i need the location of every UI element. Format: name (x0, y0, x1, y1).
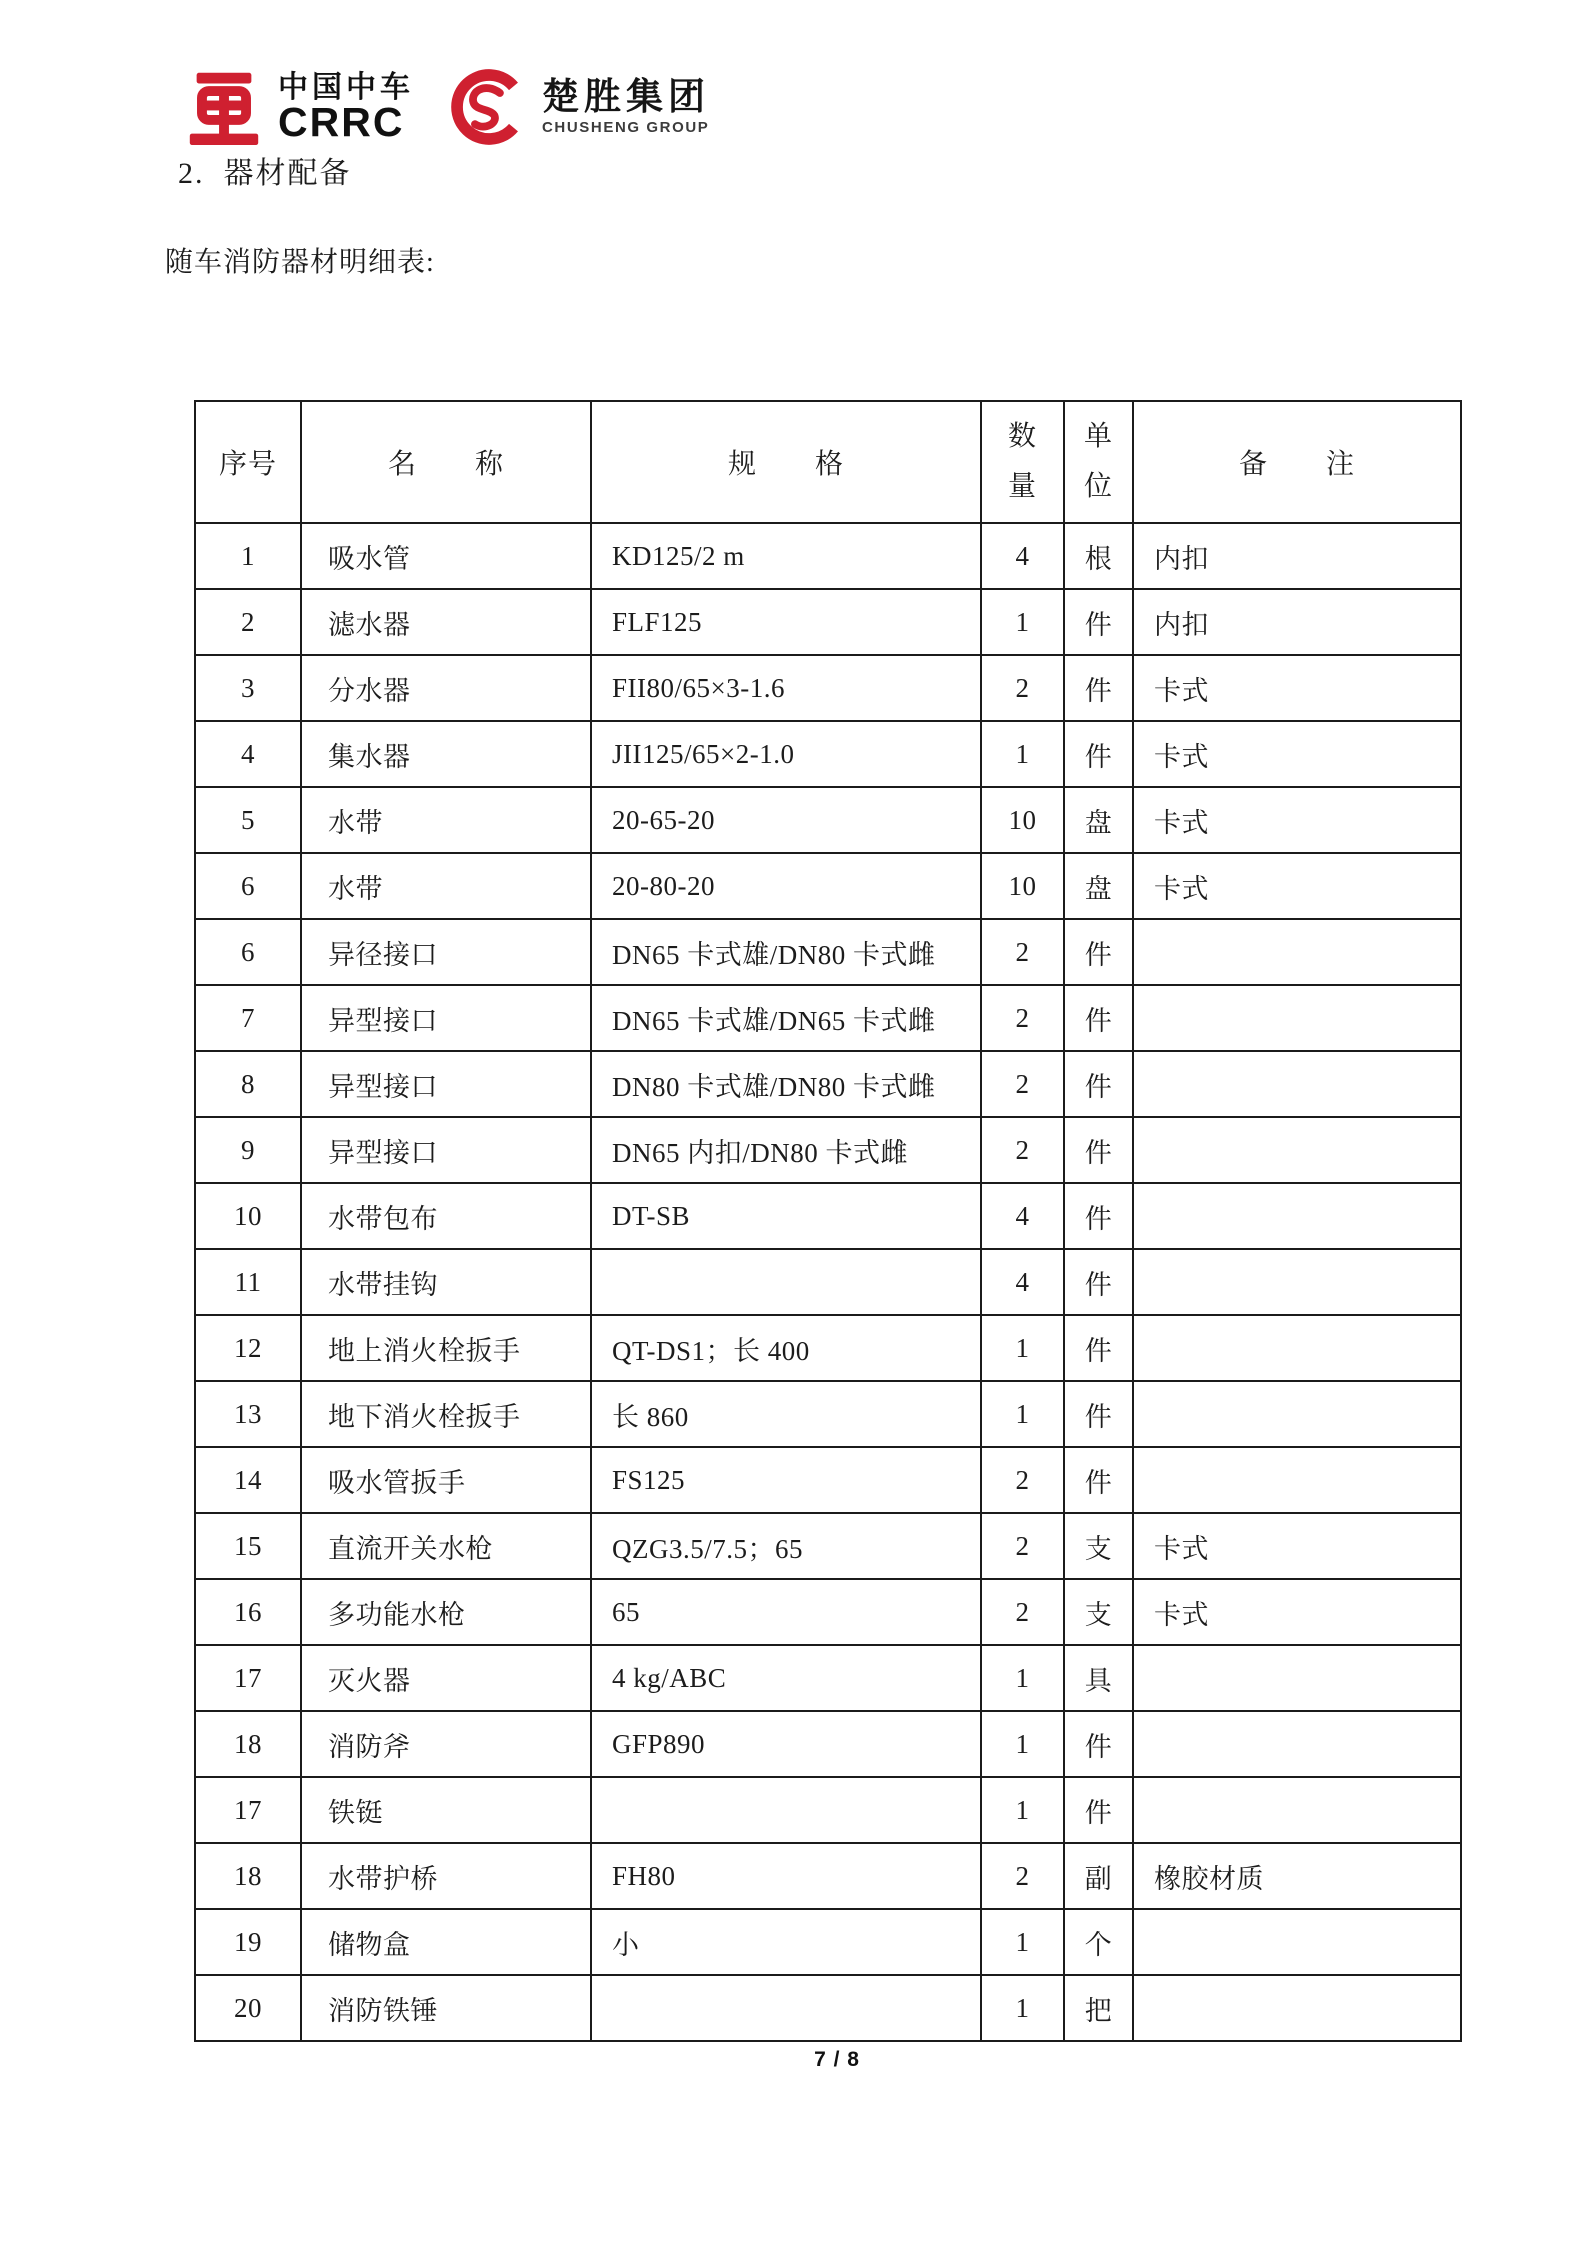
cell-qty: 2 (981, 985, 1064, 1051)
header-spec: 规 格 (591, 401, 981, 523)
cell-name: 吸水管扳手 (301, 1447, 591, 1513)
cell-spec: FII80/65×3-1.6 (591, 655, 981, 721)
cell-spec: FLF125 (591, 589, 981, 655)
cell-spec: 65 (591, 1579, 981, 1645)
cell-qty: 4 (981, 1249, 1064, 1315)
cell-qty: 2 (981, 1117, 1064, 1183)
cell-unit: 副 (1064, 1843, 1133, 1909)
cell-note (1133, 1051, 1461, 1117)
cell-unit: 件 (1064, 1183, 1133, 1249)
table-row (195, 1513, 1461, 1579)
cell-note (1133, 985, 1461, 1051)
cell-seq: 18 (195, 1711, 301, 1777)
cell-spec: KD125/2 m (591, 523, 981, 589)
cell-seq: 11 (195, 1249, 301, 1315)
cell-note: 卡式 (1133, 721, 1461, 787)
cell-name: 消防斧 (301, 1711, 591, 1777)
cell-note (1133, 1183, 1461, 1249)
table-caption: 随车消防器材明细表: (165, 247, 435, 278)
cell-spec: FH80 (591, 1843, 981, 1909)
cell-unit: 支 (1064, 1579, 1133, 1645)
cell-qty: 10 (981, 853, 1064, 919)
cell-spec: QZG3.5/7.5；65 (591, 1513, 981, 1579)
crrc-logo (186, 69, 414, 145)
cell-name: 水带 (301, 787, 591, 853)
chusheng-emblem-icon (450, 68, 528, 146)
cell-unit: 件 (1064, 1447, 1133, 1513)
cell-name: 地上消火栓扳手 (301, 1315, 591, 1381)
table-row (195, 1975, 1461, 2041)
cell-note (1133, 1447, 1461, 1513)
cell-qty: 1 (981, 1909, 1064, 1975)
cell-note (1133, 1117, 1461, 1183)
cell-note (1133, 1777, 1461, 1843)
cell-name: 多功能水枪 (301, 1579, 591, 1645)
header-qty (981, 401, 1064, 523)
table-row (195, 1315, 1461, 1381)
table-row (195, 1117, 1461, 1183)
cell-seq: 7 (195, 985, 301, 1051)
cell-note (1133, 1249, 1461, 1315)
cell-seq: 3 (195, 655, 301, 721)
table-row (195, 1051, 1461, 1117)
cell-qty: 2 (981, 1051, 1064, 1117)
cell-seq: 12 (195, 1315, 301, 1381)
cell-qty: 4 (981, 523, 1064, 589)
cell-qty: 10 (981, 787, 1064, 853)
cell-unit: 件 (1064, 1315, 1133, 1381)
cell-name: 水带包布 (301, 1183, 591, 1249)
cell-note: 卡式 (1133, 655, 1461, 721)
table-row (195, 787, 1461, 853)
cell-spec: 20-65-20 (591, 787, 981, 853)
cell-seq: 8 (195, 1051, 301, 1117)
cell-spec: 4 kg/ABC (591, 1645, 981, 1711)
cell-name: 直流开关水枪 (301, 1513, 591, 1579)
table-body (195, 523, 1461, 2041)
crrc-logo-text (278, 70, 414, 146)
table-row (195, 1711, 1461, 1777)
crrc-emblem-icon (186, 69, 262, 145)
cell-qty: 2 (981, 1579, 1064, 1645)
cell-spec: DT-SB (591, 1183, 981, 1249)
cell-seq: 19 (195, 1909, 301, 1975)
cell-note (1133, 919, 1461, 985)
cell-name: 水带挂钩 (301, 1249, 591, 1315)
cell-unit: 件 (1064, 721, 1133, 787)
chusheng-name-en: CHUSHENG GROUP (542, 119, 710, 137)
cell-unit: 盘 (1064, 853, 1133, 919)
cell-qty: 1 (981, 1711, 1064, 1777)
cell-seq: 13 (195, 1381, 301, 1447)
cell-qty: 1 (981, 589, 1064, 655)
cell-name: 异径接口 (301, 919, 591, 985)
cell-note: 卡式 (1133, 787, 1461, 853)
cell-spec: 20-80-20 (591, 853, 981, 919)
table-row (195, 1777, 1461, 1843)
cell-seq: 4 (195, 721, 301, 787)
header-name: 名 称 (301, 401, 591, 523)
table-row (195, 1909, 1461, 1975)
cell-spec: DN65 卡式雄/DN80 卡式雌 (591, 919, 981, 985)
cell-note: 橡胶材质 (1133, 1843, 1461, 1909)
cell-spec (591, 1249, 981, 1315)
cell-spec: 长 860 (591, 1381, 981, 1447)
cell-name: 地下消火栓扳手 (301, 1381, 591, 1447)
cell-unit: 盘 (1064, 787, 1133, 853)
page-number: 7 / 8 (814, 2048, 860, 2071)
cell-seq: 9 (195, 1117, 301, 1183)
cell-qty: 2 (981, 1843, 1064, 1909)
table-row (195, 919, 1461, 985)
chusheng-logo-text (542, 75, 710, 137)
cell-unit: 件 (1064, 1711, 1133, 1777)
cell-seq: 16 (195, 1579, 301, 1645)
table-row (195, 1381, 1461, 1447)
header-seq: 序号 (195, 401, 301, 523)
cell-name: 集水器 (301, 721, 591, 787)
cell-qty: 2 (981, 919, 1064, 985)
chusheng-logo (450, 68, 710, 146)
cell-seq: 6 (195, 919, 301, 985)
cell-name: 消防铁锤 (301, 1975, 591, 2041)
cell-name: 水带护桥 (301, 1843, 591, 1909)
cell-spec: DN80 卡式雄/DN80 卡式雌 (591, 1051, 981, 1117)
cell-seq: 17 (195, 1645, 301, 1711)
cell-qty: 2 (981, 1447, 1064, 1513)
cell-spec (591, 1975, 981, 2041)
table-row (195, 523, 1461, 589)
cell-name: 储物盒 (301, 1909, 591, 1975)
table-header-row (195, 401, 1461, 523)
cell-qty: 1 (981, 1777, 1064, 1843)
cell-unit: 根 (1064, 523, 1133, 589)
cell-unit: 件 (1064, 919, 1133, 985)
cell-qty: 1 (981, 721, 1064, 787)
table-row (195, 1645, 1461, 1711)
cell-unit: 具 (1064, 1645, 1133, 1711)
table-row (195, 655, 1461, 721)
cell-seq: 5 (195, 787, 301, 853)
cell-qty: 1 (981, 1381, 1064, 1447)
table-row (195, 1447, 1461, 1513)
cell-name: 水带 (301, 853, 591, 919)
cell-name: 异型接口 (301, 985, 591, 1051)
cell-seq: 17 (195, 1777, 301, 1843)
table-row (195, 853, 1461, 919)
table-row (195, 1579, 1461, 1645)
crrc-name-en: CRRC (278, 99, 405, 146)
cell-seq: 15 (195, 1513, 301, 1579)
cell-unit: 件 (1064, 1777, 1133, 1843)
cell-qty: 2 (981, 1513, 1064, 1579)
header-note: 备 注 (1133, 401, 1461, 523)
cell-note (1133, 1909, 1461, 1975)
cell-note: 卡式 (1133, 1579, 1461, 1645)
cell-spec: FS125 (591, 1447, 981, 1513)
table-row (195, 1843, 1461, 1909)
table-row (195, 985, 1461, 1051)
cell-seq: 6 (195, 853, 301, 919)
cell-unit: 件 (1064, 985, 1133, 1051)
cell-note: 卡式 (1133, 853, 1461, 919)
table-row (195, 589, 1461, 655)
cell-spec: DN65 卡式雄/DN65 卡式雌 (591, 985, 981, 1051)
cell-qty: 2 (981, 655, 1064, 721)
cell-name: 分水器 (301, 655, 591, 721)
cell-seq: 10 (195, 1183, 301, 1249)
cell-note: 内扣 (1133, 589, 1461, 655)
cell-note (1133, 1381, 1461, 1447)
table-row (195, 1249, 1461, 1315)
cell-spec: JII125/65×2-1.0 (591, 721, 981, 787)
cell-unit: 件 (1064, 1249, 1133, 1315)
cell-spec: 小 (591, 1909, 981, 1975)
cell-spec: DN65 内扣/DN80 卡式雌 (591, 1117, 981, 1183)
cell-seq: 20 (195, 1975, 301, 2041)
header-unit-text: 单位 (1083, 420, 1113, 502)
cell-seq: 18 (195, 1843, 301, 1909)
cell-qty: 1 (981, 1645, 1064, 1711)
cell-qty: 4 (981, 1183, 1064, 1249)
cell-note (1133, 1645, 1461, 1711)
cell-unit: 件 (1064, 655, 1133, 721)
cell-unit: 件 (1064, 589, 1133, 655)
chusheng-name-cn: 楚胜集团 (542, 75, 710, 117)
cell-qty: 1 (981, 1975, 1064, 2041)
cell-name: 灭火器 (301, 1645, 591, 1711)
section-heading: 2. 器材配备 (178, 157, 352, 190)
cell-unit: 件 (1064, 1051, 1133, 1117)
cell-qty: 1 (981, 1315, 1064, 1381)
cell-spec: GFP890 (591, 1711, 981, 1777)
cell-spec (591, 1777, 981, 1843)
cell-note: 卡式 (1133, 1513, 1461, 1579)
table-row (195, 721, 1461, 787)
equipment-table (194, 400, 1462, 2042)
cell-seq: 1 (195, 523, 301, 589)
logo-header (186, 68, 710, 146)
cell-unit: 支 (1064, 1513, 1133, 1579)
cell-name: 异型接口 (301, 1051, 591, 1117)
cell-name: 吸水管 (301, 523, 591, 589)
cell-note (1133, 1711, 1461, 1777)
cell-note: 内扣 (1133, 523, 1461, 589)
cell-unit: 个 (1064, 1909, 1133, 1975)
table-row (195, 1183, 1461, 1249)
cell-unit: 件 (1064, 1381, 1133, 1447)
cell-seq: 14 (195, 1447, 301, 1513)
crrc-name-cn: 中国中车 (278, 70, 414, 104)
cell-unit: 把 (1064, 1975, 1133, 2041)
header-unit (1064, 401, 1133, 523)
cell-seq: 2 (195, 589, 301, 655)
cell-name: 滤水器 (301, 589, 591, 655)
cell-name: 异型接口 (301, 1117, 591, 1183)
header-qty-text: 数量 (1007, 420, 1037, 502)
cell-note (1133, 1315, 1461, 1381)
cell-unit: 件 (1064, 1117, 1133, 1183)
cell-name: 铁铤 (301, 1777, 591, 1843)
cell-spec: QT-DS1；长 400 (591, 1315, 981, 1381)
cell-note (1133, 1975, 1461, 2041)
